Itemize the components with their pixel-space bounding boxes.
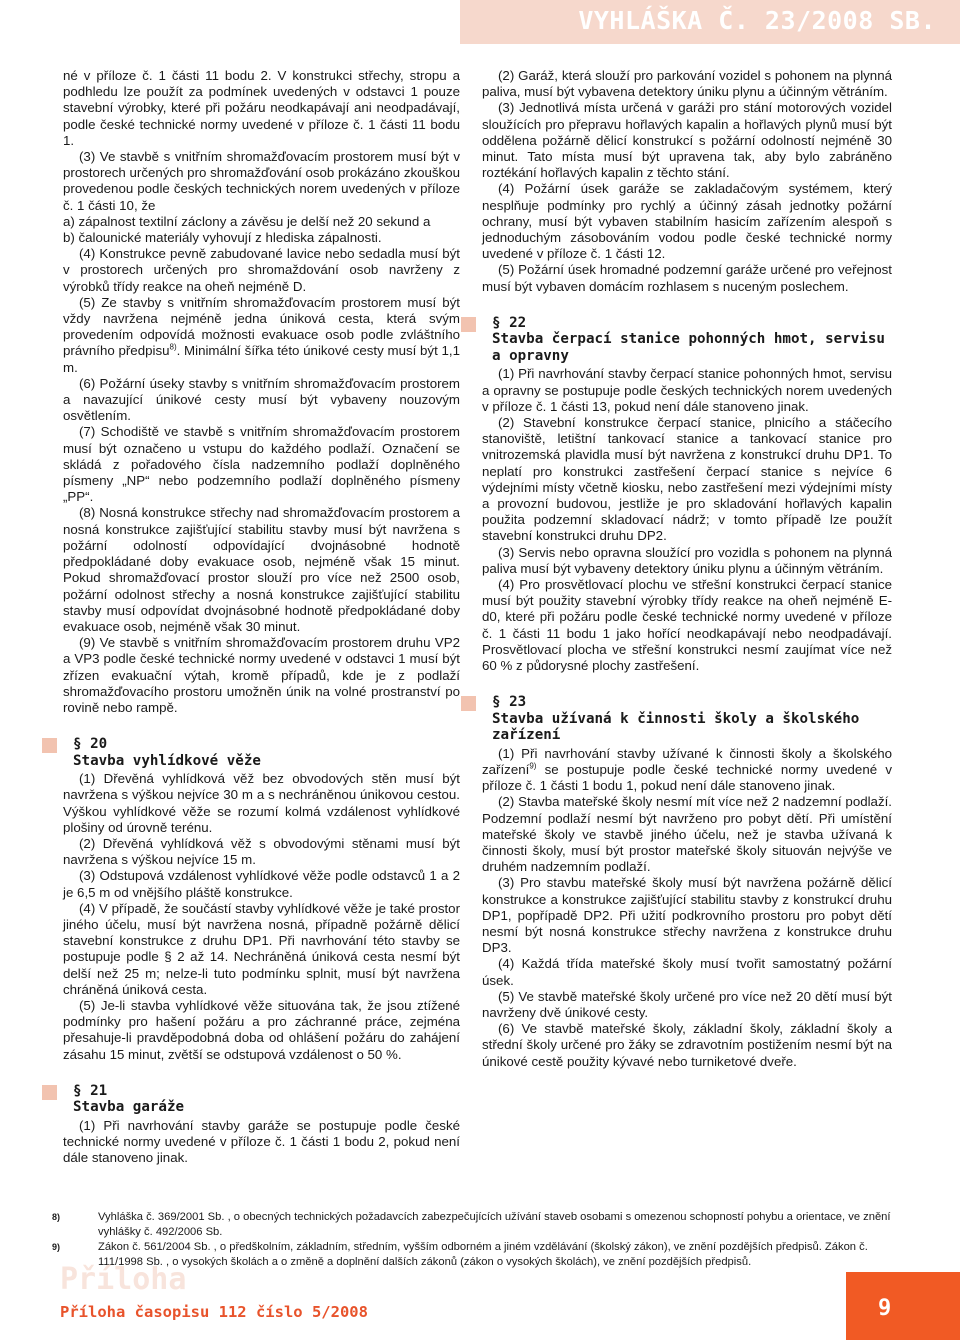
paragraph-text: (5) Ze stavby s vnitřním shromažďovacím prostorem musí být vždy navržena nejméně jedna úniková cesta, která svým provedením odpovídá možnosti evakuace osob podle zvláštního právního předpisu bbox=[63, 294, 460, 359]
paragraph: (1) Dřevěná vyhlídková věž bez obvodových stěn musí být navržena s výškou nejvíce 30 m a s nechráněnou únikovou cestou. Výškou vyhlídkové věže se rozumí kolmá vzdálenost vyhlídkové plošiny od úrovně terénu. bbox=[63, 771, 460, 835]
header-title: VYHLÁŠKA Č. 23/2008 SB. bbox=[578, 6, 936, 35]
section-number: § 20 bbox=[73, 736, 108, 753]
paragraph: (3) Pro stavbu mateřské školy musí být navržena požárně dělicí konstrukce a konstrukce zajišťující stabilitu stavby z konstrukcí druhu DP1, popřípadě DP2. Při užití podkrovního prostoru pro pobyt dětí nesmí být nosná konstrukce střechy navržena z konstrukce druhu DP3. bbox=[482, 875, 892, 956]
page-number-box bbox=[846, 1272, 960, 1340]
section-title: Stavba užívaná k činnosti školy a školského zařízení bbox=[492, 710, 860, 744]
paragraph: (4) Každá třída mateřské školy musí tvořit samostatný požární úsek. bbox=[482, 956, 892, 988]
footer-watermark: Příloha bbox=[60, 1262, 187, 1297]
paragraph: (3) Jednotlivá místa určená v garáži pro stání motorových vozidel sloužících pro přepravu hořlavých kapalin a hořlavých plynů musí být oddělena požárně dělicí konstrukcí s požární odolností nejméně 30 minut. Tato místa musí být upravena tak, aby bylo zabráněno roztékání hořlavých kapalin z těchto stání. bbox=[482, 100, 892, 181]
paragraph: (8) Nosná konstrukce střechy nad shromažďovacím prostorem a nosná konstrukce zajišťující stabilitu stavby musí být navržena s požární odolností odpovídající dvojnásobné hodnotě předpokládané doby evakuace osob, nejméně však 15 minut. Pokud shromažďovací prostor slouží pro více než 2500 osob, požární odolnost střechy a nosná konstrukce zajišťující stabilitu stavby musí odpovídat dvojnásobné hodnotě předpokládané doby evakuace osob, nejméně však 30 minut. bbox=[63, 505, 460, 634]
footnote bbox=[52, 1210, 902, 1240]
section-marker bbox=[42, 1085, 57, 1100]
section-title: Stavba garáže bbox=[73, 1099, 185, 1116]
paragraph: (7) Schodiště ve stavbě s vnitřním shromažďovacím prostorem musí být označeno u vstupu do každého podlaží. Označení se skládá z pořadového čísla nadzemního podlaží doplněného písmeny „NP“ nebo podzemního podlaží doplněného písmeny „PP“. bbox=[63, 424, 460, 505]
paragraph: (4) Požární úsek garáže se zakladačovým systémem, který nesplňuje podmínky pro rychlý a účinný zásah jednotky požární ochrany, musí být vybaven stabilním hasicím zařízením alespoň s jednoduchým zásobováním vodou podle české technické normy uvedené v příloze č. 1 části 12. bbox=[482, 181, 892, 262]
paragraph: (5) Požární úsek hromadné podzemní garáže určené pro veřejnost musí být vybaven domácím rozhlasem s nuceným poslechem. bbox=[482, 262, 892, 294]
paragraph: (9) Ve stavbě s vnitřním shromažďovacím prostorem druhu VP2 a VP3 podle české technické normy uvedené v odstavci 1 musí být zřízen evakuační výtah, kromě případů, kde je z podlaží shromažďovacího prostoru umožněn únik na volné prostranství po rovině nebo rampě. bbox=[63, 635, 460, 715]
paragraph: (3) Servis nebo opravna sloužící pro vozidla s pohonem na plynná paliva musí být vybaveny detektory úniku plynu a účinným větráním. bbox=[482, 544, 892, 576]
section-marker bbox=[461, 696, 476, 711]
footer-publication: Příloha časopisu 112 číslo 5/2008 bbox=[60, 1303, 368, 1321]
section-marker bbox=[42, 738, 57, 753]
paragraph: (4) V případě, že součástí stavby vyhlídkové věže je také prostor jiného účelu, musí být navržena nosná, případně požárně dělicí stavební konstrukce z druhu DP1. Při navrhování této stavby se postupuje podle § 2 až 14. Nechráněná úniková cesta nesmí být delší než 25 m; nelze-li tuto podmínku splnit, musí být navržena chráněná úniková cesta. bbox=[63, 900, 460, 997]
footnotes bbox=[52, 1210, 902, 1270]
section-heading-22 bbox=[482, 315, 892, 365]
section-heading-20 bbox=[63, 736, 460, 769]
paragraph: (3) Odstupová vzdálenost vyhlídkové věže podle odstavců 1 a 2 je 6,5 m od vnějšího pláště konstrukce. bbox=[63, 868, 460, 900]
paragraph: (1) Při navrhování stavby čerpací stanice pohonných hmot, servisu a opravny se postupuje podle českých technických norem uvedených v příloze č. 1 části 13, pokud není dále stanoveno jinak. bbox=[482, 366, 892, 414]
paragraph: (5) Je-li stavba vyhlídkové věže situována tak, že jsou ztížené podmínky pro hašení požáru a pro záchranné práce, zejména přesahuje-li pravděpodobná doba od ohlášení požáru do zahájení zásahu 15 minut, zvětší se odstupová vzdálenost o 50 %. bbox=[63, 997, 460, 1062]
footnote-mark: 8) bbox=[52, 1212, 61, 1222]
paragraph: (3) Ve stavbě s vnitřním shromažďovacím prostorem musí být v prostorech určených pro shromažďování osob prokázáno zkouškou provedenou podle českých technických norem uvedených v příloze č. 1 části 10, že bbox=[63, 149, 460, 213]
paragraph: (1) Při navrhování stavby garáže se postupuje podle české technické normy uvedené v příloze č. 1 části 1 bodu 2, pokud není dále stanoveno jinak. bbox=[63, 1117, 460, 1166]
section-title: Stavba čerpací stanice pohonných hmot, servisu a opravny bbox=[492, 331, 885, 364]
section-heading-23 bbox=[482, 694, 892, 744]
right-column bbox=[482, 68, 892, 1070]
section-heading-21 bbox=[63, 1083, 460, 1116]
paragraph-text: (1) Při navrhování stavby užívané k činnosti školy a školského zařízení bbox=[482, 745, 892, 777]
paragraph-text: . Minimální šířka této únikové cesty musí být 1,1 m. bbox=[63, 343, 460, 375]
paragraph: (2) Stavba mateřské školy nesmí mít více než 2 nadzemní podlaží. Podzemní podlaží nesmí být navrženo pro pobyt dětí. Při umístění mateřské školy ve stavbě jiného účelu, než je stavba užívaná k činnosti školy, musí být prostor mateřské školy situován nejvýše ve druhém nadzemním podlaží. bbox=[482, 794, 892, 875]
paragraph: (4) Konstrukce pevně zabudované lavice nebo sedadla musí být v prostorech určených pro shromaždování osob navrženy z výrobků třídy reakce na oheň nejméně D. bbox=[63, 246, 460, 294]
paragraph bbox=[482, 746, 892, 795]
paragraph: né v příloze č. 1 části 11 bodu 2. V konstrukci střechy, stropu a podhledu lze použít za podmínek uvedených v odstavci 1 pouze stavební výrobky, které při požáru neodkapávají ani neodpadávají, podle české technické normy uvedené v příloze č. 1 části 11 bodu 1. bbox=[63, 68, 460, 148]
paragraph: (2) Garáž, která slouží pro parkování vozidel s pohonem na plynná paliva, musí být vybavena detektory úniku plynu a účinným větráním. bbox=[482, 68, 892, 100]
paragraph: (2) Dřevěná vyhlídková věž s obvodovými stěnami musí být navržena s výškou nejvíce 15 m. bbox=[63, 835, 460, 868]
paragraph: (6) Ve stavbě mateřské školy, základní školy, základní školy a střední školy určené pro žáky se zdravotním postižením nesmí být na únikové cestě použity kývavé nebo turniketové dveře. bbox=[482, 1021, 892, 1069]
list-item: b) čalounické materiály vyhovují z hlediska zápalnosti. bbox=[63, 230, 382, 246]
paragraph: (6) Požární úseky stavby s vnitřním shromažďovacím prostorem a navazující únikové cesty musí být vybaveny nouzovým osvětlením. bbox=[63, 375, 460, 424]
paragraph-text: se postupuje podle české technické normy uvedené v příloze č. 1 části 1 bodu 1, pokud není dále stanoveno jinak. bbox=[482, 761, 892, 794]
section-number: § 23 bbox=[492, 694, 527, 711]
page-number: 9 bbox=[878, 1296, 892, 1321]
section-number: § 21 bbox=[73, 1082, 108, 1099]
paragraph: (5) Ve stavbě mateřské školy určené pro více než 20 dětí musí být navrženy dvě únikové cesty. bbox=[482, 988, 892, 1020]
footnote-mark: 9) bbox=[52, 1242, 61, 1252]
paragraph: (2) Stavební konstrukce čerpací stanice, plnicího a stáčecího stanoviště, letištní tankovací stanice a tankovací stanice pro vnitrozemská plavidla musí být navržena z konstrukcí druhu DP1. To neplatí pro konstrukci zastřešení čerpací stanice s nejvíce 6 výdejními místy včetně kiosku, nebo zastřešení mezi výdejními místy a provozní budovou, jestliže je pro skladování hořlavých kapalin použita podzemní skladovací nádrž; v tomto případě lze použít stavební konstrukci druhu DP2. bbox=[482, 414, 892, 544]
section-title: Stavba vyhlídkové věže bbox=[73, 752, 261, 769]
footnote-text: Vyhláška č. 369/2001 Sb. , o obecných technických požadavcích zabezpečujících užívání staveb osobami s omezenou schopností pohybu a orientace, ve znění vyhlášky č. 492/2006 Sb. bbox=[98, 1211, 891, 1238]
list-item: a) zápalnost textilní záclony a závěsu je delší než 20 sekund a bbox=[63, 213, 431, 229]
paragraph: (4) Pro prosvětlovací plochu ve střešní konstrukci čerpací stanice musí být použity stavební výrobky třídy reakce na oheň nejméně E-d0, které při požáru podle české technické normy uvedené v příloze č. 1 části 11 bodu 1 jako hořící neodkapávají nebo neodpadávají. Prosvětlovací plocha ve střešní konstrukci nesmí zaujímat více než 60 % z půdorysné plochy zastřešení. bbox=[482, 576, 892, 673]
paragraph bbox=[63, 295, 460, 376]
section-number: § 22 bbox=[492, 314, 527, 331]
footnote-ref: 8) bbox=[169, 343, 177, 353]
footnote-ref: 9) bbox=[529, 761, 537, 771]
section-marker bbox=[461, 317, 476, 332]
left-column bbox=[63, 68, 460, 1166]
footnote-text: Zákon č. 561/2004 Sb. , o předškolním, základním, středním, vyšším odborném a jiném vzdělávání (školský zákon), ve znění pozdějších předpisů. Zákon č. 111/1998 Sb. , o vysokých školách a o změně a doplnění dalších zákonů (zákon o vysokých školách), ve znění pozdějších předpisů. bbox=[98, 1241, 868, 1268]
